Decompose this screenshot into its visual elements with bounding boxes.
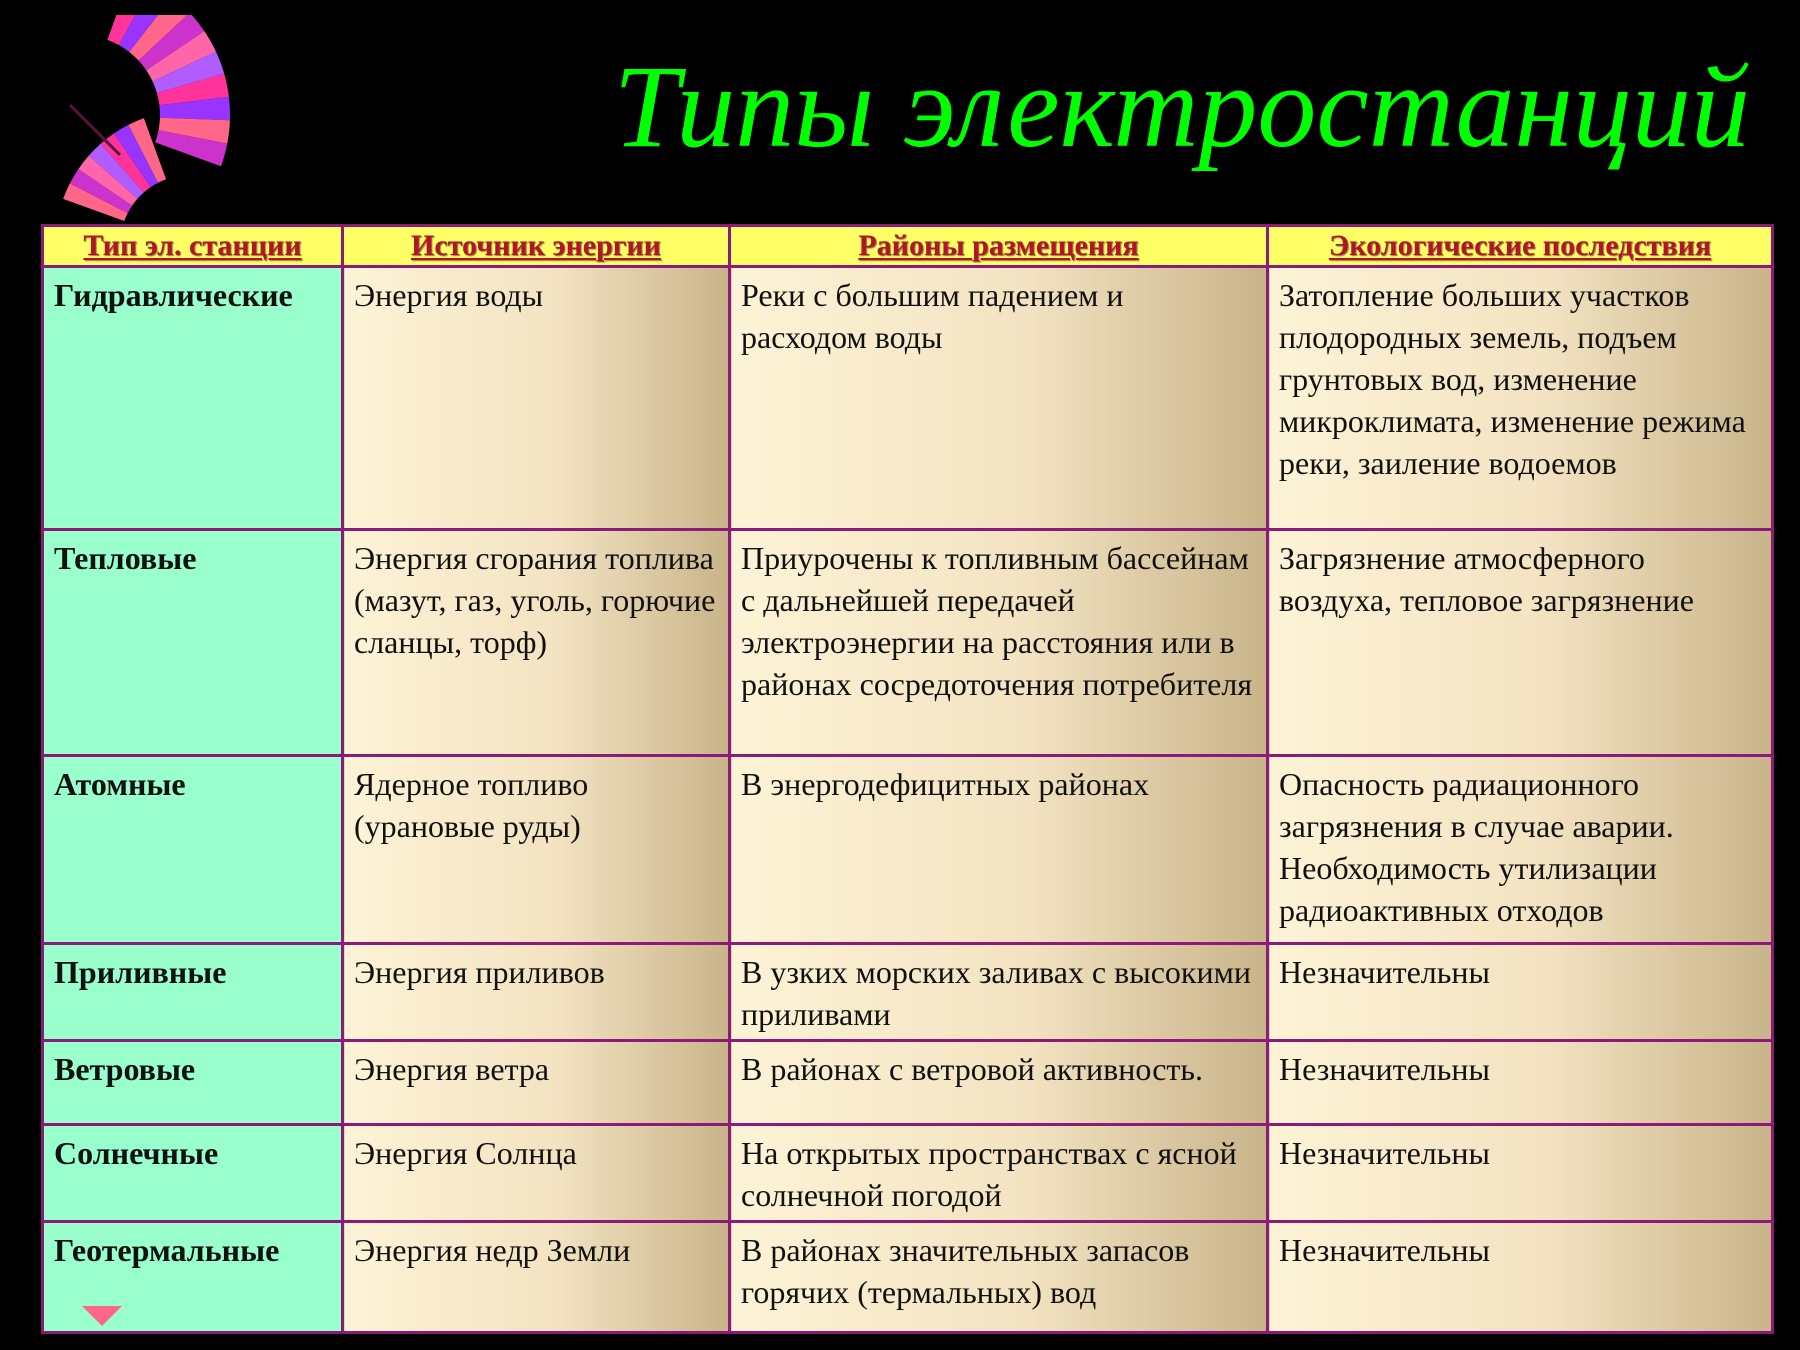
location-cell: Приурочены к топливным бассейнам с дальнейшей передачей электроэнергии на расстояния или в районах сосредоточения потребителя: [730, 530, 1268, 756]
ecology-cell: Затопление больших участков плодородных земель, подъем грунтовых вод, изменение микроклимата, изменение режима реки, заиление водоемов: [1268, 267, 1773, 530]
header-station-type: Тип эл. станции: [43, 226, 343, 267]
location-cell: Реки с большим падением и расходом воды: [730, 267, 1268, 530]
location-cell: В энергодефицитных районах: [730, 756, 1268, 944]
energy-source-cell: Энергия приливов: [343, 944, 730, 1041]
location-cell: В районах с ветровой активность.: [730, 1041, 1268, 1125]
table-row: [43, 267, 1773, 530]
energy-source-cell: Энергия недр Земли: [343, 1222, 730, 1333]
ecology-cell: Опасность радиационного загрязнения в случае аварии. Необходимость утилизации радиоактивных отходов: [1268, 756, 1773, 944]
station-type-cell: Тепловые: [43, 530, 343, 756]
table-header-row: [43, 226, 1773, 267]
table-row: [43, 530, 1773, 756]
station-type-cell: Солнечные: [43, 1125, 343, 1222]
ecology-cell: Незначительны: [1268, 1222, 1773, 1333]
energy-source-cell: Энергия сгорания топлива (мазут, газ, уголь, горючие сланцы, торф): [343, 530, 730, 756]
header-locations: Районы размещения: [730, 226, 1268, 267]
table-row: [43, 944, 1773, 1041]
table-row: [43, 1222, 1773, 1333]
location-cell: На открытых пространствах с ясной солнечной погодой: [730, 1125, 1268, 1222]
location-cell: В узких морских заливах с высокими приливами: [730, 944, 1268, 1041]
station-type-cell: Гидравлические: [43, 267, 343, 530]
table-row: [43, 1125, 1773, 1222]
power-stations-table: [41, 224, 1774, 1334]
energy-source-cell: Энергия ветра: [343, 1041, 730, 1125]
header-energy-source: Источник энергии: [343, 226, 730, 267]
energy-source-cell: Ядерное топливо (урановые руды): [343, 756, 730, 944]
table-row: [43, 756, 1773, 944]
station-type-cell: Ветровые: [43, 1041, 343, 1125]
ecology-cell: Незначительны: [1268, 1125, 1773, 1222]
ecology-cell: Незначительны: [1268, 944, 1773, 1041]
striped-arc-decoration-icon: [40, 15, 240, 230]
header-ecological-consequences: Экологические последствия: [1268, 226, 1773, 267]
ecology-cell: Незначительны: [1268, 1041, 1773, 1125]
station-type-cell: Атомные: [43, 756, 343, 944]
ecology-cell: Загрязнение атмосферного воздуха, тепловое загрязнение: [1268, 530, 1773, 756]
station-type-cell: Геотермальные: [43, 1222, 343, 1333]
slide-title: Типы электростанций: [613, 41, 1750, 172]
pink-triangle-icon: [82, 1306, 122, 1328]
energy-source-cell: Энергия Солнца: [343, 1125, 730, 1222]
energy-source-cell: Энергия воды: [343, 267, 730, 530]
location-cell: В районах значительных запасов горячих (термальных) вод: [730, 1222, 1268, 1333]
table-row: [43, 1041, 1773, 1125]
station-type-cell: Приливные: [43, 944, 343, 1041]
